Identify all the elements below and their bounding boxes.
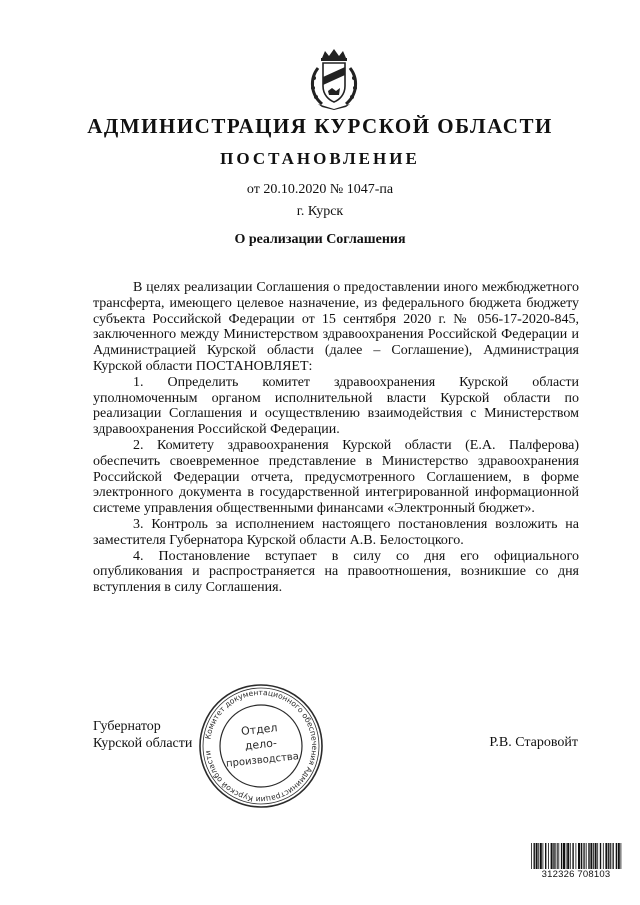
barcode-bar xyxy=(555,843,556,871)
signatory-title-line-1: Губернатор xyxy=(93,719,161,734)
barcode-bar xyxy=(590,843,592,871)
barcode-bar xyxy=(531,843,532,871)
barcode-bar xyxy=(570,843,571,871)
barcode-bar xyxy=(600,843,601,871)
barcode-bar xyxy=(540,843,542,871)
clause-1-paragraph: 1. Определить комитет здравоохранения Курской области уполномоченным органом исполнительной власти Курской области по реализации Соглашения и осуществлению взаимодействия с Министерством здравоохранения Российской Федерации. xyxy=(93,374,579,438)
barcode-bar xyxy=(583,843,584,871)
document-type: ПОСТАНОВЛЕНИЕ xyxy=(220,149,420,168)
organization-title: АДМИНИСТРАЦИЯ КУРСКОЙ ОБЛАСТИ xyxy=(87,114,553,138)
official-stamp xyxy=(198,683,324,809)
document-date-number: от 20.10.2020 № 1047-па xyxy=(246,182,394,197)
document-subject: О реализации Соглашения xyxy=(234,232,406,247)
barcode-bar xyxy=(538,843,539,871)
stamp-center-line-3: производства xyxy=(225,751,300,770)
barcode-bar xyxy=(576,843,577,871)
barcode-bar xyxy=(618,843,620,871)
signatory-title-line-2: Курской области xyxy=(93,736,193,751)
barcode-bar xyxy=(603,843,604,871)
barcode xyxy=(530,843,622,891)
barcode-bar xyxy=(613,843,614,871)
barcode-bar xyxy=(578,843,580,871)
clause-4-paragraph: 4. Постановление вступает в силу со дня его официального опубликования и распространяется на правоотношения, возникшие со дня вступления в силу Соглашения. xyxy=(93,548,579,596)
signatory-title xyxy=(93,718,192,752)
barcode-bar xyxy=(584,843,585,871)
clause-2-paragraph: 2. Комитету здравоохранения Курской области (Е.А. Палферова) обеспечить своевременное представление в Министерство здравоохранения Российской Федерации отчета, предусмотренного Соглашением, в форме электронного документа в государственной интегрированной информационной системе управления общественными финансами «Электронный бюджет». xyxy=(93,437,579,517)
barcode-bar xyxy=(551,843,553,871)
barcode-bar xyxy=(608,843,609,871)
signatory-name: Р.В. Старовойт xyxy=(489,735,578,750)
document-body xyxy=(93,280,579,596)
clause-3-paragraph: 3. Контроль за исполнением настоящего постановления возложить на заместителя Губернатора Курской области А.В. Белостоцкого. xyxy=(93,516,579,548)
barcode-bar xyxy=(561,843,562,871)
barcode-bar xyxy=(545,843,546,871)
barcode-bar xyxy=(566,843,567,871)
barcode-bar xyxy=(534,843,535,871)
barcode-bar xyxy=(572,843,573,871)
stamp-ring-text: Комитет документационного обеспечения Администрации Курской области xyxy=(203,687,320,805)
barcode-bar xyxy=(616,843,617,871)
coat-of-arms-icon xyxy=(308,48,360,110)
barcode-bar xyxy=(612,843,613,871)
barcode-bar xyxy=(610,843,611,871)
barcode-bar xyxy=(543,843,544,871)
barcode-bar xyxy=(567,843,569,871)
barcode-number: 312326 708103 xyxy=(530,869,622,881)
barcode-bar xyxy=(605,843,607,871)
barcode-bar xyxy=(588,843,589,871)
barcode-bar xyxy=(548,843,549,871)
barcode-bar xyxy=(563,843,565,871)
barcode-bar xyxy=(621,843,622,871)
stamp-center-line-1: Отдел xyxy=(240,721,279,738)
stamp-center-line-2: дело- xyxy=(244,736,278,753)
barcode-bar xyxy=(593,843,594,871)
barcode-bar xyxy=(581,843,582,871)
barcode-bar xyxy=(557,843,558,871)
barcode-bar xyxy=(553,843,554,871)
document-city: г. Курск xyxy=(296,204,344,219)
barcode-bar xyxy=(595,843,597,871)
preamble-paragraph: В целях реализации Соглашения о предоставлении иного межбюджетного трансферта, имеющего целевое назначение, из федерального бюджета бюджету субъекта Российской Федерации от 15 сентября 2020 г. № 056-17-2020-845, заключенного между Министерством здравоохранения Российской Федерации и Администрацией Курской области (далее – Соглашение), Администрация Курской области ПОСТАНОВЛЯЕТ: xyxy=(93,280,579,374)
barcode-bar xyxy=(558,843,559,871)
barcode-bar xyxy=(536,843,538,871)
barcode-bar xyxy=(586,843,587,871)
barcode-bar xyxy=(597,843,598,871)
